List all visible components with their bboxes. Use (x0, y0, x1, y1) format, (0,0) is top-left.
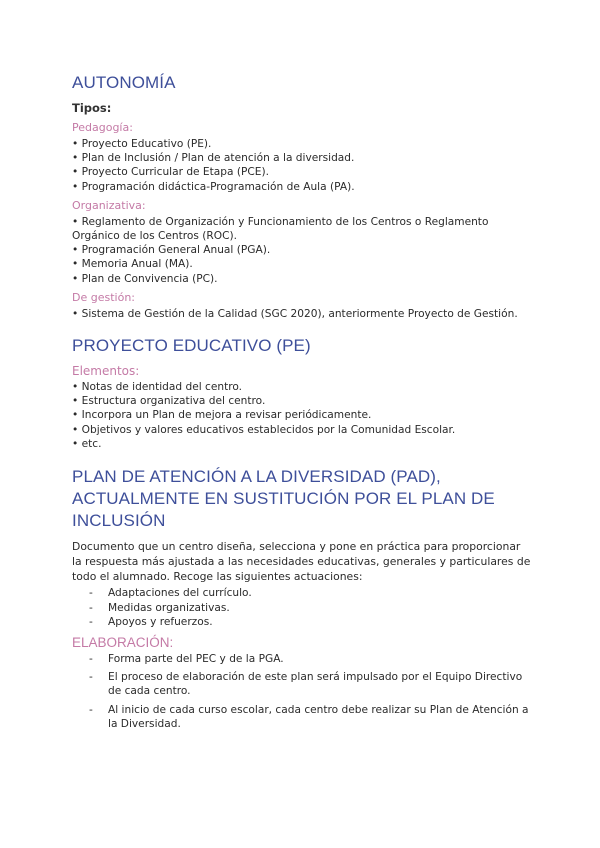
elementos-label: Elementos: (72, 364, 140, 379)
list-item (72, 615, 532, 629)
pedagogia-list (72, 137, 532, 194)
section-title-pad: PLAN DE ATENCIÓN A LA DIVERSIDAD (PAD), ACTUALMENTE EN SUSTITUCIÓN POR EL PLAN DE INCLUSIÓN (72, 467, 495, 531)
dash-marker: - (89, 653, 93, 666)
elaboracion-list (72, 652, 532, 731)
dash-marker: - (89, 601, 93, 614)
list-item: • Sistema de Gestión de la Calidad (SGC 2020), anteriormente Proyecto de Gestión. (72, 307, 532, 321)
list-item: • Plan de Inclusión / Plan de atención a la diversidad. (72, 151, 532, 165)
dash-marker: - (89, 671, 93, 684)
pad-paragraph: Documento que un centro diseña, selecciona y pone en práctica para proporcionar la respuesta más ajustada a las necesidades educativas, generales y particulares de todo el alumnado. Recoge las siguientes actuaciones: (72, 540, 531, 583)
list-item (72, 601, 532, 615)
list-item: • Memoria Anual (MA). (72, 257, 532, 271)
organizativa-label: Organizativa: (72, 198, 146, 212)
list-item (72, 652, 532, 666)
tipos-label: Tipos: (72, 101, 112, 115)
list-item-text: Medidas organizativas. (108, 601, 230, 614)
list-item: • Proyecto Educativo (PE). (72, 137, 532, 151)
gestion-label: De gestión: (72, 290, 135, 304)
list-item: • Estructura organizativa del centro. (72, 394, 532, 408)
list-item-text: Al inicio de cada curso escolar, cada centro debe realizar su Plan de Atención a la Diversidad. (108, 703, 529, 730)
list-item-text: Adaptaciones del currículo. (108, 587, 252, 600)
gestion-list (72, 307, 532, 321)
elaboracion-label: ELABORACIÓN: (72, 635, 174, 651)
list-item-text: Forma parte del PEC y de la PGA. (108, 653, 284, 666)
actuaciones-list (72, 586, 532, 629)
list-item: • Proyecto Curricular de Etapa (PCE). (72, 165, 532, 179)
dash-marker: - (89, 703, 93, 716)
list-item: • Reglamento de Organización y Funcionamiento de los Centros o Reglamento Orgánico de los Centros (ROC). (72, 215, 532, 243)
list-item-text: Apoyos y refuerzos. (108, 615, 213, 628)
list-item: • Programación General Anual (PGA). (72, 243, 532, 257)
list-item-text: El proceso de elaboración de este plan será impulsado por el Equipo Directivo de cada centro. (108, 671, 523, 698)
list-item: • Incorpora un Plan de mejora a revisar periódicamente. (72, 408, 532, 422)
list-item: • etc. (72, 437, 532, 451)
section-title-pe: PROYECTO EDUCATIVO (PE) (72, 336, 311, 356)
list-item: • Plan de Convivencia (PC). (72, 272, 532, 286)
section-title-autonomia: AUTONOMÍA (72, 73, 176, 92)
document-content (72, 68, 532, 735)
list-item (72, 670, 532, 698)
dash-marker: - (89, 615, 93, 628)
dash-marker: - (89, 587, 93, 600)
list-item: • Objetivos y valores educativos establecidos por la Comunidad Escolar. (72, 423, 532, 437)
elementos-list (72, 380, 532, 451)
pedagogia-label: Pedagogía: (72, 121, 133, 134)
list-item: • Notas de identidad del centro. (72, 380, 532, 394)
list-item: • Programación didáctica-Programación de Aula (PA). (72, 180, 532, 194)
list-item (72, 703, 532, 731)
organizativa-list (72, 215, 532, 286)
list-item (72, 586, 532, 600)
